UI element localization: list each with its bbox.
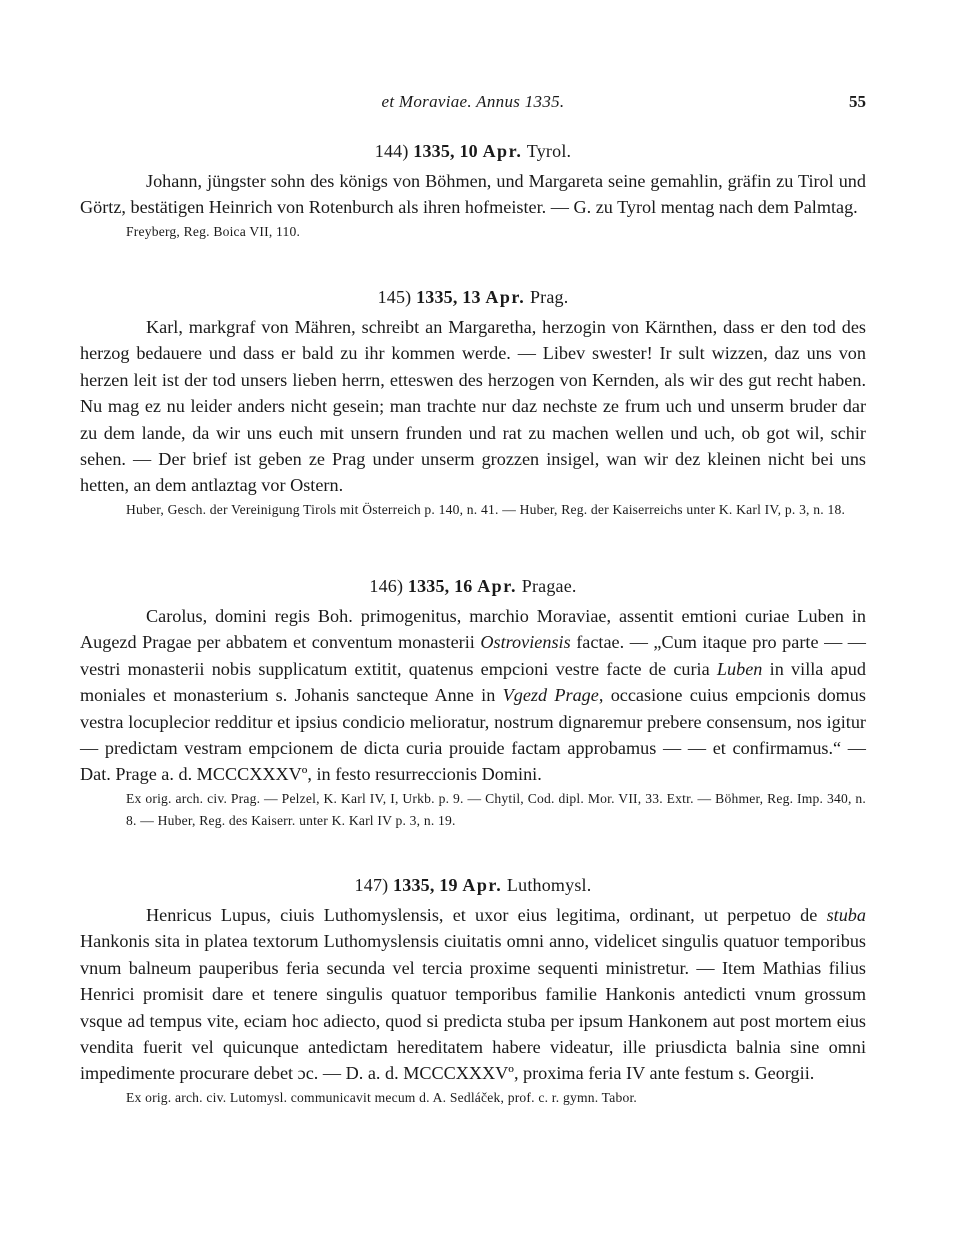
text-part-italic: Vgezd Prage (502, 685, 599, 706)
regest-text (80, 168, 866, 221)
regest-text (80, 902, 866, 1087)
running-head (80, 92, 866, 116)
regest-text (80, 603, 866, 788)
text-part: Hankonis sita in platea textorum Luthomyslensis ciuitatis omni anno, videlicet singulis quatuor temporibus vnum balneum pauperibus feria secunda vel tercia proxime sequenti ministretur. — Item Mathias filius Henrici promisit dare et tenere singulis quatuor temporibus familie Hankonis antedicti vnum grossum vsque ad tempus vite, eciam hoc adiecto, quod si predicta stuba per ipsum Hankonem aut post mortem eius vendita fuerit vel quicunque antedictam hereditatem habere videatur, ille priusdicta balnia sine omni impedimente procurare debet ɔc. — D. a. d. MCCCXXXVº, proxima feria IV ante festum s. Georgii. (80, 931, 866, 1084)
regest-date: 1335, 10 (413, 141, 478, 161)
regest-number: 146) (369, 576, 404, 596)
regest-146 (80, 573, 866, 832)
regest-date: 1335, 16 (407, 576, 473, 596)
regest-place: Tyrol. (526, 141, 572, 161)
text-part-italic: Ostroviensis (480, 632, 571, 653)
running-title: et Moraviae. Annus 1335. (381, 92, 565, 111)
page-number: 55 (849, 92, 866, 111)
regest-place: Prag. (529, 287, 569, 307)
regest-heading (80, 872, 866, 898)
regest-number: 145) (377, 287, 412, 307)
regest-text (80, 314, 866, 499)
regest-date: 1335, 19 (393, 875, 458, 895)
regest-heading (80, 138, 866, 164)
regest-text-body: Karl, markgraf von Mähren, schreibt an Margaretha, herzogin von Kärnthen, dass er den tod des herzog bedauere und dass er bald zu ihr kommen werde. — Libev swester! Ir sult wizzen, daz uns von herzen leit ist der tod unsers lieben herrn, etteswen des herzogen von Kernden, als wir des gut recht haben. Nu mag ez nu leider anders nicht gesein; man trachte nur daz nechste ze frum uch und unserm bruder dar zu dem lande, da wir uns euch mit unsern frunden und rat zu machen wellen und uch, ob got wil, schir sehen. — Der brief ist geben ze Prag under unserm grozzen insigel, wan wir dez kleinen nicht bei uns hetten, an dem antlaztag vor Ostern. (80, 317, 866, 496)
regest-source: Ex orig. arch. civ. Prag. — Pelzel, K. Karl IV, I, Urkb. p. 9. — Chytil, Cod. dipl. Mor. VII, 33. Extr. — Böhmer, Reg. Imp. 340, n. 8. — Huber, Reg. des Kaiserr. unter K. Karl IV p. 3, n. 19. (126, 790, 866, 828)
regest-number: 144) (374, 141, 409, 161)
text-part: , occasione cuius empcionis domus vestra locuplecior redditur et ipsius condicio melioratur, nostrum dignaremur prebere consensum, nos igitur — predictam vestram empcionem de dicta curia prouide factam approbamus — — et confirmamus.“ — Dat. Prage a. d. MCCCXXXVº, in festo resurreccionis Domini. (80, 685, 866, 785)
regest-month: Apr. (485, 287, 526, 307)
regest-source: Freyberg, Reg. Boica VII, 110. (126, 223, 301, 239)
text-part-italic: stuba (826, 905, 866, 925)
text-part: factae. — „Cum itaque pro parte — — vestri monasterii nobis supplicatum extitit, quatenus empcioni vestre facte de curia (80, 632, 866, 679)
regest-heading (80, 573, 866, 599)
regest-144 (80, 138, 866, 243)
regest-text-body: Johann, jüngster sohn des königs von Böhmen, und Margareta seine gemahlin, gräfin zu Tirol und Görtz, bestätigen Heinrich von Rotenburch als ihren hofmeister. — G. zu Tyrol mentag nach dem Palmtag. (80, 171, 866, 218)
regest-month: Apr. (482, 141, 523, 161)
text-part-italic: Luben (716, 658, 763, 679)
regest-heading (80, 284, 866, 310)
regest-145 (80, 284, 866, 521)
regest-month: Apr. (477, 576, 518, 596)
regest-147 (80, 872, 866, 1109)
regest-place: Luthomysl. (506, 875, 592, 895)
text-part: Henricus Lupus, ciuis Luthomyslensis, et uxor eius legitima, ordinant, ut perpetuo de (146, 905, 827, 925)
regest-source: Huber, Gesch. der Vereinigung Tirols mit Österreich p. 140, n. 41. — Huber, Reg. der Kaiserreichs unter K. Karl IV, p. 3, n. 18. (126, 501, 846, 517)
regest-place: Pragae. (521, 576, 577, 596)
regest-month: Apr. (462, 875, 503, 895)
regest-source: Ex orig. arch. civ. Lutomysl. communicavit mecum d. A. Sedláček, prof. c. r. gymn. Tabor. (126, 1089, 638, 1105)
regest-number: 147) (354, 875, 389, 895)
text-part: Carolus, domini regis Boh. primogenitus, marchio Moraviae, assentit emtioni curiae Luben in Augezd Pragae per abbatem et conventum monasterii (80, 606, 866, 653)
text-part: in villa apud moniales et monasterium s. Johanis sancteque Anne in (80, 658, 866, 706)
regest-date: 1335, 13 (416, 287, 481, 307)
